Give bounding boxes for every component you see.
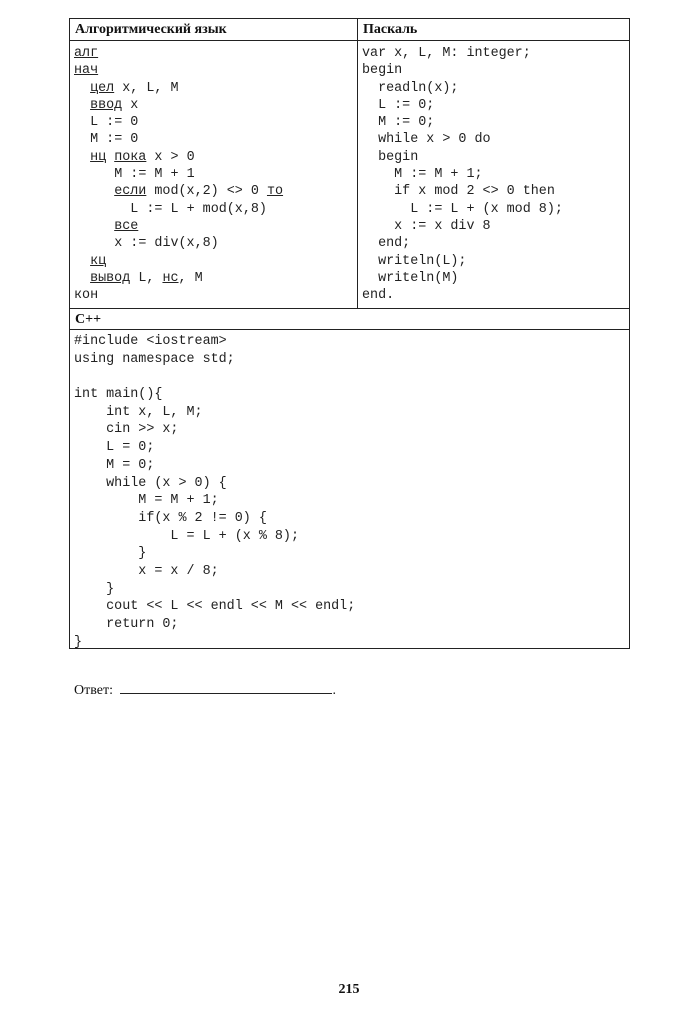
code-line: M := M + 1; (362, 167, 483, 183)
code-line: кон (74, 288, 99, 304)
answer-tail: . (332, 683, 336, 698)
code-line: cout << L << endl << M << endl; (74, 599, 356, 615)
cpp-header: C++ (70, 308, 629, 330)
code-line: cin >> x; (74, 422, 179, 438)
code-line: using namespace std; (74, 351, 235, 367)
code-line: вывод L, нс, M (90, 270, 203, 286)
keyword: ввод (90, 97, 123, 113)
cpp-code (70, 330, 629, 648)
code-line: M = M + 1; (74, 493, 219, 509)
code-line: x := div(x,8) (114, 236, 219, 252)
code-line: end. (362, 288, 395, 304)
code-line: L := 0 (90, 115, 139, 131)
code-line: } (74, 581, 115, 597)
alg-header: Алгоритмический язык (70, 19, 358, 41)
code-table (69, 18, 630, 649)
code-line: M := 0 (90, 132, 139, 148)
code-line: M := 0; (362, 115, 435, 131)
language-header-row (70, 19, 629, 41)
code-line: begin (362, 63, 403, 79)
pascal-code (358, 41, 629, 308)
code-line: M = 0; (74, 457, 155, 473)
alg-code (70, 41, 358, 308)
code-line: var x, L, M: integer; (362, 46, 531, 61)
code-line: if(x % 2 != 0) { (74, 510, 267, 526)
code-line: int main(){ (74, 387, 163, 403)
code-line: L := L + mod(x,8) (130, 201, 267, 217)
code-line: алг (74, 46, 99, 61)
code-line: int x, L, M; (74, 404, 203, 420)
code-line: while x > 0 do (362, 132, 491, 148)
code-line: x = x / 8; (74, 563, 219, 579)
code-line: #include <iostream> (74, 334, 227, 349)
code-line: L := 0; (362, 97, 435, 113)
code-line: нц пока x > 0 (90, 149, 195, 165)
code-line: writeln(L); (362, 253, 467, 269)
keyword: нц (90, 149, 107, 165)
code-row (70, 41, 629, 308)
code-line: while (x > 0) { (74, 475, 227, 491)
code-line: L = 0; (74, 440, 155, 456)
code-line: } (74, 546, 147, 562)
answer-block (74, 680, 336, 699)
code-line: writeln(M) (362, 270, 459, 286)
code-line: нач (74, 63, 99, 79)
code-line: } (74, 634, 83, 650)
code-line: if x mod 2 <> 0 then (362, 184, 555, 200)
keyword: пока (114, 149, 147, 165)
code-line: M := M + 1 (114, 167, 195, 183)
code-line: ввод x (90, 97, 139, 113)
keyword: нс (162, 270, 179, 286)
code-line (74, 218, 357, 235)
code-line: L := L + (x mod 8); (362, 201, 563, 217)
code-line: readln(x); (362, 80, 459, 96)
pascal-header: Паскаль (358, 19, 629, 41)
code-line: L = L + (x % 8); (74, 528, 299, 544)
keyword: кц (90, 253, 107, 269)
answer-blank[interactable] (120, 680, 332, 694)
code-line: если mod(x,2) <> 0 то (114, 184, 284, 200)
keyword: цел (90, 80, 115, 96)
code-line: x := x div 8 (362, 218, 491, 234)
code-line: return 0; (74, 617, 179, 632)
code-line: end; (362, 236, 411, 252)
code-line (74, 253, 357, 270)
keyword: если (114, 184, 147, 200)
page-number: 215 (338, 982, 360, 997)
code-line: цел x, L, M (90, 80, 179, 96)
keyword: вывод (90, 270, 131, 286)
keyword: все (114, 218, 139, 234)
code-line (74, 368, 629, 386)
answer-label: Ответ: (74, 683, 113, 698)
keyword: то (266, 184, 284, 200)
code-line: begin (362, 149, 419, 165)
